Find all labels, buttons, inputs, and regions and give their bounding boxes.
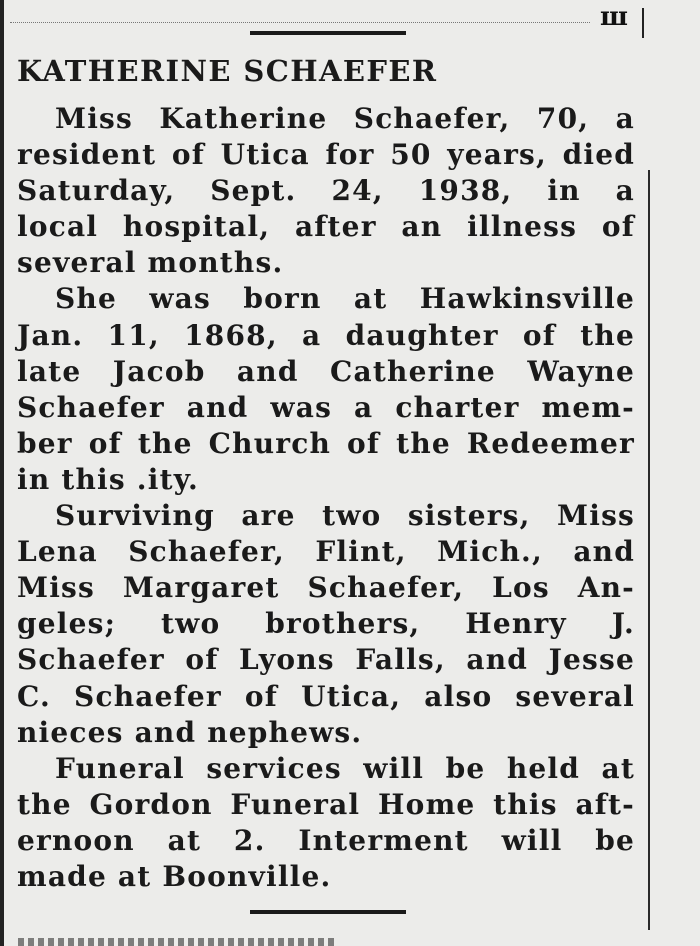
- paragraph-biography: [17, 281, 635, 498]
- text-line: Surviving are two sisters, Miss: [55, 499, 635, 533]
- text-line: the Gordon Funeral Home this aft-: [17, 787, 635, 821]
- clipping-left-edge: [0, 0, 4, 946]
- article-end-rule: [250, 910, 406, 914]
- paragraph-funeral-services: [17, 751, 635, 895]
- text-line: Schaefer of Lyons Falls, and Jesse: [17, 643, 635, 677]
- text-line: ernoon at 2. Interment will be: [17, 823, 635, 857]
- text-line: C. Schaefer of Utica, also several: [17, 679, 635, 713]
- text-line: several months.: [17, 246, 284, 280]
- text-line: Miss Margaret Schaefer, Los An-: [17, 571, 635, 605]
- text-line: Funeral services will be held at: [55, 751, 635, 785]
- column-divider: [648, 170, 650, 930]
- column-top-dotted-line: [10, 22, 590, 23]
- text-line: She was born at Hawkinsville: [55, 282, 635, 316]
- next-article-cut-edge: [18, 938, 338, 946]
- text-line: late Jacob and Catherine Wayne: [17, 354, 635, 388]
- text-line: resident of Utica for 50 years, died: [17, 138, 635, 172]
- text-line: Miss Katherine Schaefer, 70, a: [55, 102, 635, 135]
- text-line: Schaefer and was a charter mem-: [17, 390, 635, 424]
- obituary-body: [17, 101, 635, 895]
- column-divider-top: [642, 8, 644, 38]
- text-line: Lena Schaefer, Flint, Mich., and: [17, 535, 635, 569]
- text-line: in this .ity.: [17, 462, 199, 496]
- obituary-headline: KATHERINE SCHAEFER: [17, 54, 438, 88]
- headline-top-rule: [250, 31, 406, 35]
- text-line: nieces and nephews.: [17, 715, 363, 749]
- cropped-column-fragment: ш: [600, 2, 627, 32]
- text-line: Saturday, Sept. 24, 1938, in a: [17, 174, 635, 208]
- text-line: local hospital, after an illness of: [17, 210, 635, 244]
- paragraph-death-notice: [17, 101, 635, 281]
- paragraph-survivors: [17, 498, 635, 751]
- text-line: geles; two brothers, Henry J.: [17, 607, 635, 641]
- text-line: Jan. 11, 1868, a daughter of the: [17, 318, 635, 352]
- text-line: ber of the Church of the Redeemer: [17, 426, 635, 460]
- text-line: made at Boonville.: [17, 859, 332, 893]
